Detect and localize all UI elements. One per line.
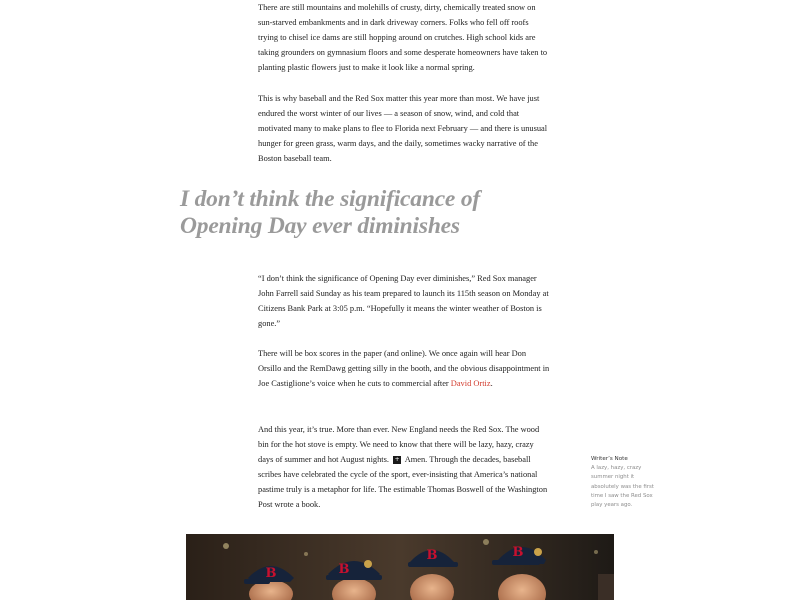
article-paragraph-closing: [258, 422, 550, 512]
svg-text:B: B: [338, 562, 350, 577]
closing-text-before: And this year, it’s true. More than ever. New England needs the Red Sox. The wood bin for the hot stove is empty. We need to know that there will be lazy, hazy, crazy days of summer and hot August nights.: [258, 425, 540, 464]
box-scores-text: There will be box scores in the paper (and online). We once again will hear Don Orsillo and the RemDawg getting silly in the booth, and the obvious disappointment in Joe Castiglione’s voice when he cuts to commercial after: [258, 349, 550, 388]
writers-note-title: Writer’s Note: [591, 456, 628, 462]
red-sox-players-photo: [186, 534, 614, 600]
david-ortiz-link[interactable]: David Ortiz: [450, 379, 491, 388]
svg-text:B: B: [426, 548, 438, 563]
players-illustration: [186, 534, 614, 600]
svg-text:B: B: [265, 566, 277, 581]
article-paragraph-winter: This is why baseball and the Red Sox matter this year more than most. We have just endured the worst winter of our lives — a season of snow, wind, and cold that motivated many to make plans to flee to Florida next February — and there is unusual hunger for green grass, warm days, and the daily, sometimes wacky narrative of the Boston baseball team.: [258, 94, 548, 163]
svg-text:B: B: [512, 545, 524, 560]
article-paragraph-farrell-quote: “I don’t think the significance of Opening Day ever diminishes,” Red Sox manager John Farrell said Sunday as his team prepared to launch its 115th season on Monday at Citizens Bank Park at 3:05 p.m. “Hopefully it means the winter weather of Boston is gone.”: [258, 274, 549, 328]
writers-note-body: A lazy, hazy, crazy summer night it absolutely was the first time I saw the Red Sox play years ago.: [591, 465, 654, 509]
writers-note: [591, 455, 663, 510]
writers-note-plus-icon[interactable]: +: [394, 456, 400, 464]
article-paragraph-box-scores: [258, 346, 550, 391]
pull-quote: I don’t think the significance of Opening Day ever diminishes: [180, 186, 481, 239]
box-scores-period: .: [490, 379, 493, 388]
closing-text-after: Amen. Through the decades, baseball scribes have celebrated the cycle of the sport, ever-insisting that America’s national pastime truly is a metaphor for life. The estimable Thomas Boswell of the Washington Post wrote a book.: [258, 455, 548, 509]
article-paragraph-snow: There are still mountains and molehills of crusty, dirty, chemically treated snow on sun-starved embankments and in dark driveway corners. Folks who fell off roofs trying to chisel ice dams are still hopping around on crutches. High school kids are taking grounders on gymnasium floors and some desperate homeowners have taken to planting plastic flowers just to make it look like a normal spring.: [258, 3, 548, 72]
